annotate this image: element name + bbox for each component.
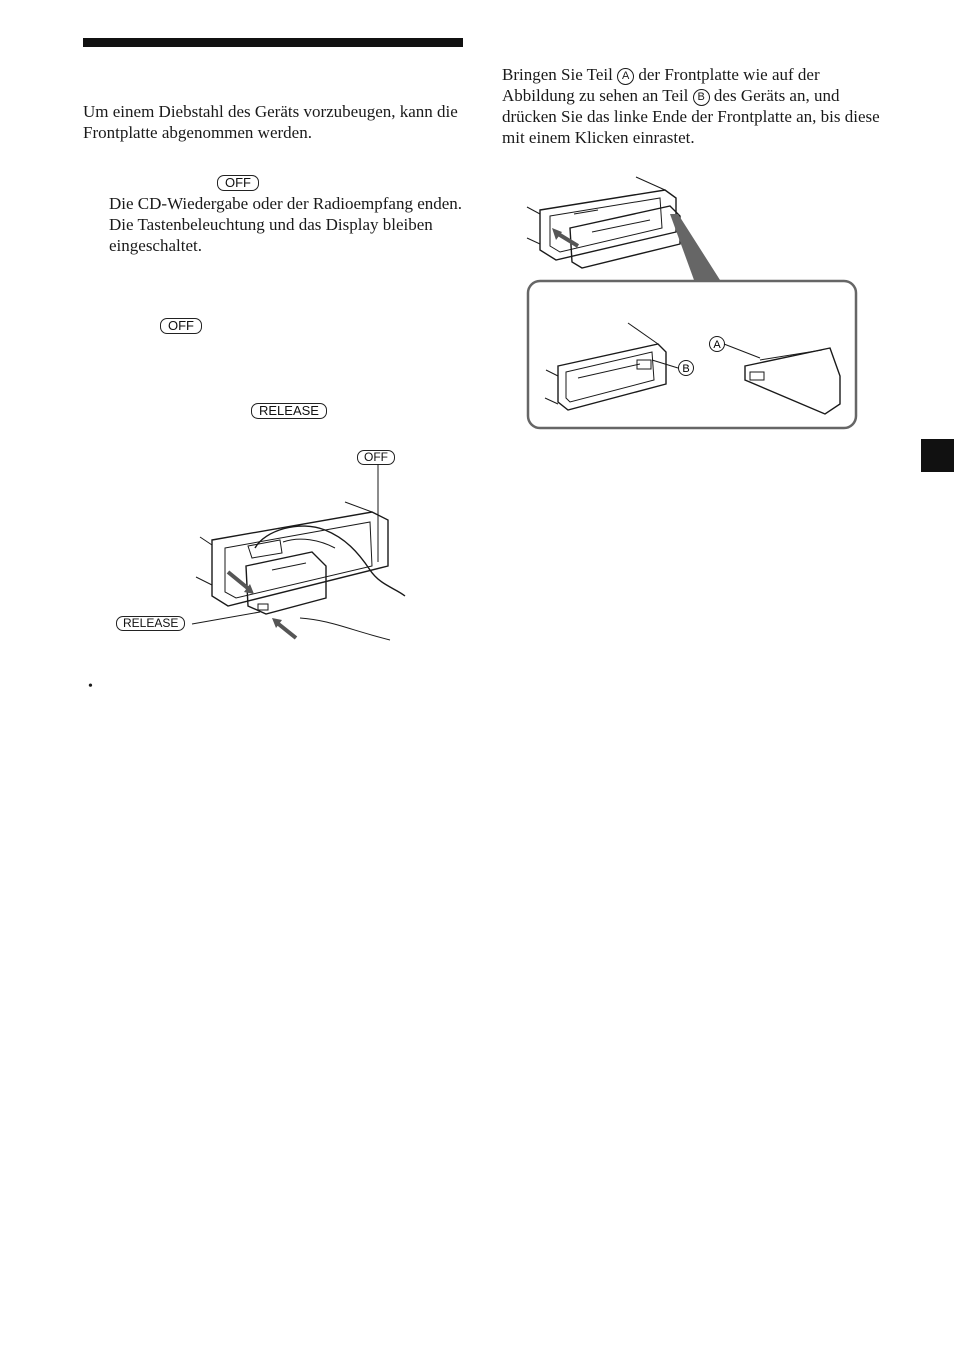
release-key-label: RELEASE xyxy=(251,403,327,419)
off-key-label: OFF xyxy=(217,175,259,191)
attach-text-3: des Geräts an, und drücken Sie das linke Ende der Frontplatte an, bis diese mit einem Klicken einrastet. xyxy=(502,86,880,147)
off-description: Die CD-Wiedergabe oder der Radioempfang enden. Die Tastenbeleuchtung und das Display bleiben eingeschaltet. xyxy=(109,194,463,255)
part-a-symbol: A xyxy=(617,68,634,85)
bullet-point: • xyxy=(88,679,93,694)
label-a: A xyxy=(713,339,721,351)
attach-text-1: Bringen Sie Teil xyxy=(502,65,618,84)
attach-text-2: der Frontplatte wie auf der Abbildung zu sehen an Teil xyxy=(502,65,820,105)
part-b-symbol: B xyxy=(693,89,710,106)
illustration-release-label: RELEASE xyxy=(116,616,185,631)
label-b: B xyxy=(682,363,690,375)
off-key-label-2: OFF xyxy=(160,318,202,334)
illustration-off-label: OFF xyxy=(357,450,395,465)
intro-paragraph: Um einem Diebstahl des Geräts vorzubeugen, kann die Frontplatte abgenommen werden. xyxy=(83,102,458,142)
